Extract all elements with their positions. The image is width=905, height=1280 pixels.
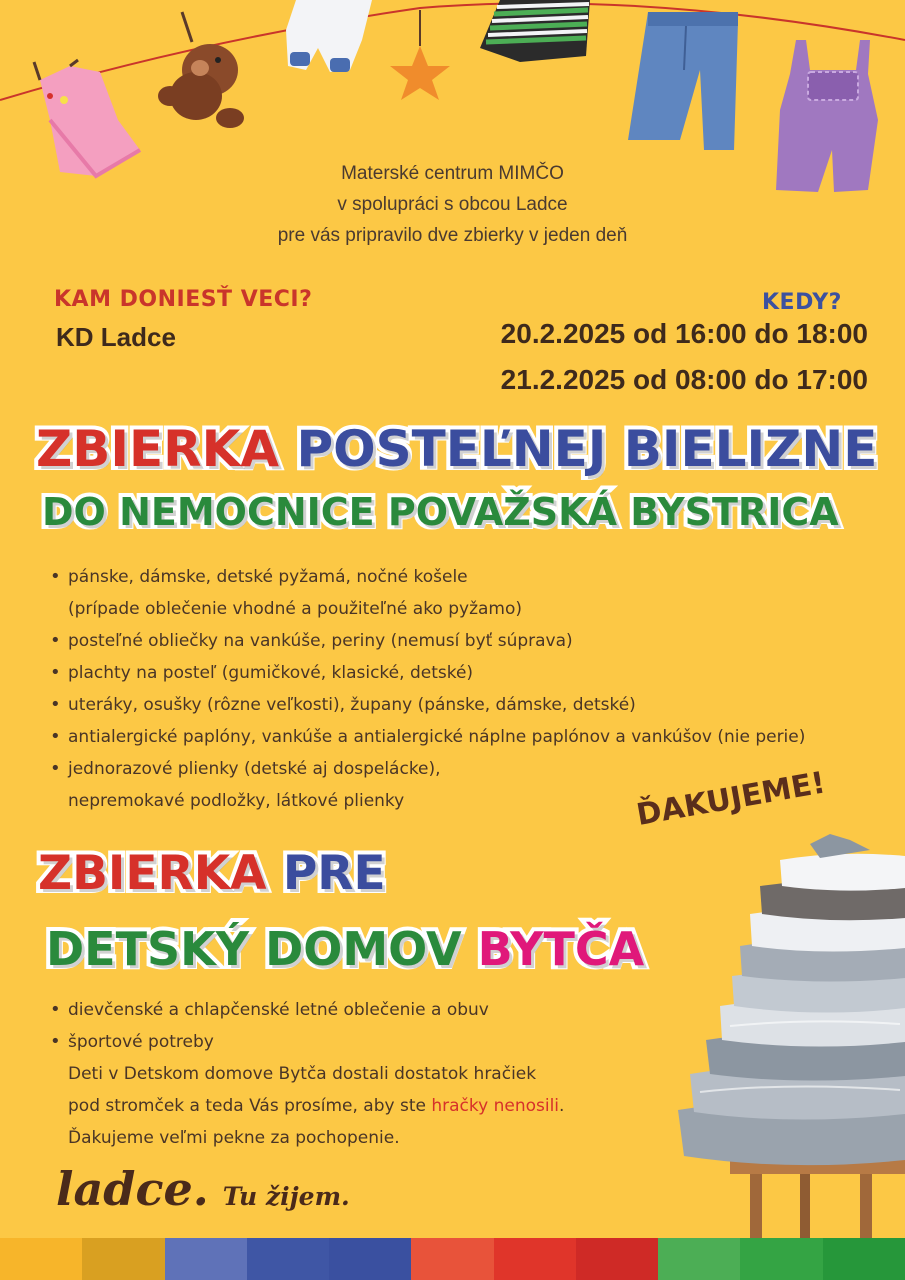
note-emphasis: hračky nenosili bbox=[431, 1096, 560, 1116]
jeans-icon bbox=[628, 12, 738, 150]
logo-tagline: Tu žijem. bbox=[222, 1182, 350, 1211]
laundry-stack-illustration bbox=[670, 830, 905, 1242]
footer-stripe bbox=[823, 1238, 905, 1280]
list-item: • uteráky, osušky (rôzne veľkosti), župany (pánske, dámske, detské) bbox=[48, 689, 805, 721]
note-text: pod stromček a teda Vás prosíme, aby ste bbox=[68, 1096, 432, 1116]
note-line: Deti v Detskom domove Bytča dostali dostatok hračiek bbox=[68, 1064, 537, 1084]
list-item: • plachty na posteľ (gumičkové, klasické, detské) bbox=[48, 657, 805, 689]
collection1-subtitle: DO NEMOCNICE POVAŽSKÁ BYSTRICA bbox=[42, 490, 839, 534]
footer-stripe bbox=[82, 1238, 164, 1280]
footer-color-stripes bbox=[0, 1238, 905, 1280]
intro-line: pre vás pripravilo dve zbierky v jeden deň bbox=[277, 225, 628, 246]
note-line: Ďakujeme veľmi pekne za pochopenie. bbox=[68, 1128, 400, 1148]
note-line bbox=[48, 1090, 564, 1122]
list-item: • dievčenské a chlapčenské letné oblečenie a obuv bbox=[48, 994, 564, 1026]
thanks-text: ĎAKUJEME! bbox=[633, 765, 828, 833]
where-label: KAM DONIESŤ VECI? bbox=[54, 287, 313, 312]
baby-onesie-icon bbox=[286, 0, 372, 72]
title-word: BYTČA bbox=[477, 922, 645, 976]
date-line: 20.2.2025 od 16:00 do 18:00 bbox=[500, 318, 868, 349]
collection2-subtitle bbox=[46, 922, 644, 976]
list-item: nepremokavé podložky, látkové plienky bbox=[68, 791, 405, 811]
note-text: . bbox=[559, 1096, 565, 1116]
list-item: • športové potreby bbox=[48, 1026, 564, 1058]
list-item: • antialergické paplóny, vankúše a antialergické náplne paplónov a vankúšov (nie perie) bbox=[48, 721, 805, 753]
footer-stripe bbox=[411, 1238, 493, 1280]
footer-stripe bbox=[165, 1238, 247, 1280]
footer-stripe bbox=[329, 1238, 411, 1280]
list-item: • posteľné obliečky na vankúše, periny (nemusí byť súprava) bbox=[48, 625, 805, 657]
date-line: 21.2.2025 od 08:00 do 17:00 bbox=[500, 364, 868, 395]
title-word: PRE bbox=[282, 846, 386, 901]
list-item: (prípade oblečenie vhodné a použiteľné ako pyžamo) bbox=[68, 599, 523, 619]
collection1-list bbox=[48, 561, 805, 817]
star-icon bbox=[390, 10, 450, 100]
title-word: ZBIERKA bbox=[38, 846, 267, 901]
footer-stripe bbox=[247, 1238, 329, 1280]
title-word: DETSKÝ DOMOV bbox=[46, 922, 462, 976]
footer-stripe bbox=[494, 1238, 576, 1280]
footer-stripe bbox=[0, 1238, 82, 1280]
striped-shirt-icon bbox=[480, 0, 590, 62]
collection2-list bbox=[48, 994, 564, 1154]
list-item: • pánske, dámske, detské pyžamá, nočné košele bbox=[48, 561, 805, 593]
intro-line: v spolupráci s obcou Ladce bbox=[337, 194, 568, 215]
list-item: • jednorazové plienky (detské aj dospelácke), bbox=[48, 753, 805, 785]
teddy-bear-icon bbox=[158, 12, 244, 128]
logo-wordmark: ladce. bbox=[56, 1162, 209, 1216]
title-word: POSTEĽNEJ BIELIZNE bbox=[296, 420, 878, 478]
ladce-logo bbox=[56, 1162, 350, 1216]
intro-line: Materské centrum MIMČO bbox=[341, 163, 564, 184]
collection2-title bbox=[38, 846, 386, 901]
when-label: KEDY? bbox=[762, 290, 842, 315]
where-value: KD Ladce bbox=[56, 322, 176, 352]
footer-stripe bbox=[658, 1238, 740, 1280]
footer-stripe bbox=[576, 1238, 658, 1280]
intro-text bbox=[0, 158, 905, 251]
collection1-title bbox=[36, 420, 877, 478]
title-word: ZBIERKA bbox=[36, 420, 280, 478]
footer-stripe bbox=[740, 1238, 822, 1280]
